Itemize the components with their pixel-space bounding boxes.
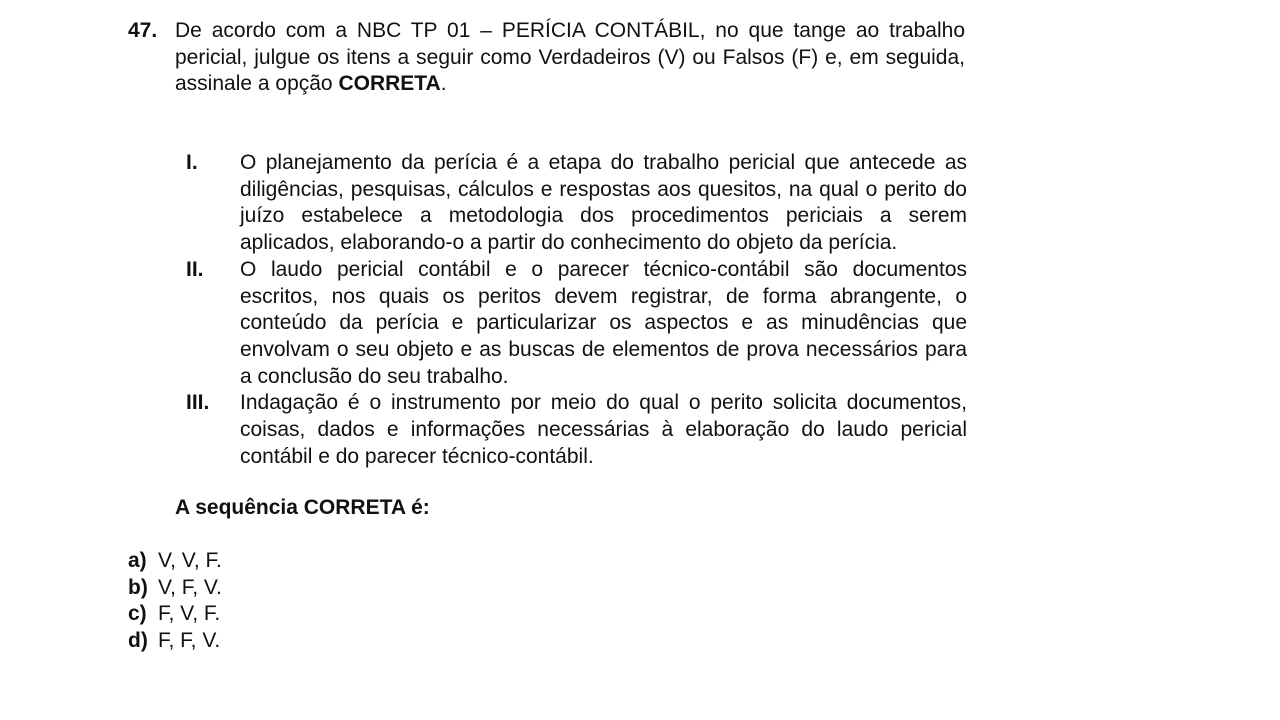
option-text: F, F, V. bbox=[158, 629, 221, 653]
option-b[interactable] bbox=[128, 575, 222, 602]
question-text-part2: . bbox=[440, 72, 447, 96]
statement-item-3 bbox=[186, 390, 970, 470]
statement-item-1 bbox=[186, 150, 970, 257]
question-statement bbox=[175, 18, 965, 98]
option-letter: c) bbox=[128, 602, 147, 626]
option-text: F, V, F. bbox=[158, 602, 221, 626]
statement-item-2 bbox=[186, 257, 970, 391]
statement-label: I. bbox=[186, 151, 198, 174]
question-block bbox=[128, 18, 968, 98]
statement-text: Indagação é o instrumento por meio do qual o perito solicita documentos, coisas, dados e informações necessárias à elaboração do laudo pericial contábil e do parecer técnico-contábil. bbox=[240, 391, 967, 468]
answer-options bbox=[128, 548, 222, 655]
option-text: V, V, F. bbox=[158, 549, 222, 572]
statement-text: O planejamento da perícia é a etapa do trabalho pericial que antecede as diligências, pesquisas, cálculos e respostas aos quesitos, na qual o perito do juízo estabelece a metodologia dos procedimentos periciais a serem aplicados, elaborando-o a partir do conhecimento do objeto da perícia. bbox=[240, 151, 967, 255]
option-letter: a) bbox=[128, 549, 147, 572]
statement-label: III. bbox=[186, 391, 210, 415]
question-text-bold: CORRETA bbox=[338, 72, 441, 96]
question-number: 47. bbox=[128, 19, 158, 42]
option-letter: b) bbox=[128, 575, 148, 599]
option-letter: d) bbox=[128, 629, 148, 653]
statement-list bbox=[186, 150, 970, 470]
option-c[interactable] bbox=[128, 601, 222, 628]
question-text-part1: De acordo com a NBC TP 01 – PERÍCIA CONTÁBIL, no que tange ao trabalho pericial, julgue os itens a seguir como Verdadeiros (V) ou Falsos (F) e, em seguida, assinale a opção bbox=[175, 19, 965, 96]
option-text: V, F, V. bbox=[158, 575, 222, 599]
option-d[interactable] bbox=[128, 628, 222, 655]
answer-prompt: A sequência CORRETA é: bbox=[175, 496, 430, 519]
option-a[interactable] bbox=[128, 548, 222, 575]
statement-text: O laudo pericial contábil e o parecer técnico-contábil são documentos escritos, nos quais os peritos devem registrar, de forma abrangente, o conteúdo da perícia e particularizar os aspectos e as minudências que envolvam o seu objeto e as buscas de elementos de prova necessários para a conclusão do seu trabalho. bbox=[240, 257, 967, 388]
statement-label: II. bbox=[186, 257, 204, 281]
